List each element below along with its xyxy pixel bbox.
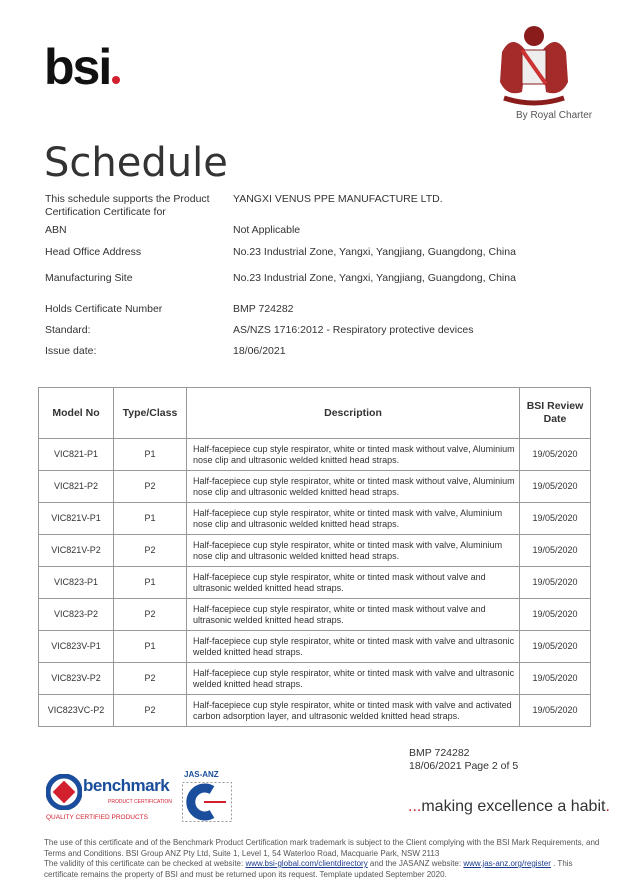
type-cell: P1 xyxy=(114,503,187,535)
table-header-row xyxy=(39,388,591,439)
model-cell: VIC823VC-P2 xyxy=(39,695,114,727)
description-cell: Half-facepiece cup style respirator, white or tinted mask with valve and activated carbon adsorption layer, and ultrasonic welded knitted head straps. xyxy=(187,695,520,727)
type-cell: P1 xyxy=(114,567,187,599)
description-cell: Half-facepiece cup style respirator, white or tinted mask with valve, Aluminium nose clip and ultrasonic welded knitted head straps. xyxy=(187,503,520,535)
description-cell: Half-facepiece cup style respirator, white or tinted mask without valve and ultrasonic welded knitted head straps. xyxy=(187,567,520,599)
field-label: This schedule supports the Product Certification Certificate for xyxy=(45,193,210,218)
model-cell: VIC821-P1 xyxy=(39,439,114,471)
legal-notice xyxy=(44,838,604,880)
table-row xyxy=(39,439,591,471)
review-date-cell: 19/05/2020 xyxy=(520,567,591,599)
review-date-cell: 19/05/2020 xyxy=(520,695,591,727)
legal-validity xyxy=(44,859,604,880)
table-row xyxy=(39,567,591,599)
bsi-logo xyxy=(44,38,120,96)
model-cell: VIC823-P2 xyxy=(39,599,114,631)
field-value: 18/06/2021 xyxy=(233,345,286,357)
review-date-cell: 19/05/2020 xyxy=(520,503,591,535)
jas-anz-logo xyxy=(182,770,232,825)
benchmark-quality: QUALITY CERTIFIED PRODUCTS xyxy=(46,814,148,821)
col-review-date: BSI Review Date xyxy=(520,388,591,439)
description-cell: Half-facepiece cup style respirator, white or tinted mask with valve, Aluminium nose clip and ultrasonic welded knitted head straps. xyxy=(187,535,520,567)
field-value: BMP 724282 xyxy=(233,303,294,315)
legal-text: and the JASANZ website: xyxy=(367,859,464,868)
table-row xyxy=(39,599,591,631)
type-cell: P2 xyxy=(114,695,187,727)
jas-anz-text: JAS-ANZ xyxy=(184,770,219,779)
model-cell: VIC821-P2 xyxy=(39,471,114,503)
model-cell: VIC821V-P1 xyxy=(39,503,114,535)
product-schedule-table xyxy=(38,387,591,727)
field-label: ABN xyxy=(45,224,67,236)
description-cell: Half-facepiece cup style respirator, white or tinted mask without valve and ultrasonic welded knitted head straps. xyxy=(187,599,520,631)
table-row xyxy=(39,503,591,535)
type-cell: P1 xyxy=(114,439,187,471)
footer-page-info: 18/06/2021 Page 2 of 5 xyxy=(409,760,519,772)
jas-anz-register-link[interactable]: www.jas-anz.org/register xyxy=(463,859,551,868)
benchmark-name: benchmark xyxy=(83,776,170,795)
type-cell: P2 xyxy=(114,599,187,631)
col-type: Type/Class xyxy=(114,388,187,439)
benchmark-emblem-icon xyxy=(46,774,82,810)
review-date-cell: 19/05/2020 xyxy=(520,535,591,567)
logo-text: bsi xyxy=(44,39,111,95)
page-title: Schedule xyxy=(44,140,228,186)
legal-paragraph: The use of this certificate and of the Benchmark Product Certification mark trademark is subject to the Client complying with the BSI Mark Requirements, and Terms and Conditions. BSI Group ANZ Pty Ltd, Suite 1, Level 1, 54 Waterloo Road, Macquarie Park, NSW 2113 xyxy=(44,838,600,858)
footer-reference xyxy=(409,747,518,773)
col-description: Description xyxy=(187,388,520,439)
logo-dot xyxy=(112,76,120,84)
royal-charter-text: By Royal Charter xyxy=(516,110,593,121)
table-row xyxy=(39,663,591,695)
type-cell: P2 xyxy=(114,535,187,567)
table-row xyxy=(39,695,591,727)
field-value: No.23 Industrial Zone, Yangxi, Yangjiang, Guangdong, China xyxy=(233,272,516,284)
type-cell: P2 xyxy=(114,471,187,503)
benchmark-logo xyxy=(46,770,172,825)
type-cell: P1 xyxy=(114,631,187,663)
type-cell: P2 xyxy=(114,663,187,695)
review-date-cell: 19/05/2020 xyxy=(520,631,591,663)
field-value: AS/NZS 1716:2012 - Respiratory protective devices xyxy=(233,324,474,336)
review-date-cell: 19/05/2020 xyxy=(520,599,591,631)
review-date-cell: 19/05/2020 xyxy=(520,663,591,695)
description-cell: Half-facepiece cup style respirator, white or tinted mask without valve, Aluminium nose clip and ultrasonic welded knitted head straps. xyxy=(187,471,520,503)
footer-cert-number: BMP 724282 xyxy=(409,747,470,759)
model-cell: VIC823V-P2 xyxy=(39,663,114,695)
field-value: No.23 Industrial Zone, Yangxi, Yangjiang, Guangdong, China xyxy=(233,246,516,258)
model-cell: VIC821V-P2 xyxy=(39,535,114,567)
field-label: Head Office Address xyxy=(45,246,142,258)
description-cell: Half-facepiece cup style respirator, white or tinted mask with valve and ultrasonic welded knitted head straps. xyxy=(187,631,520,663)
tagline: ...making excellence a habit. xyxy=(408,798,610,815)
bsi-directory-link[interactable]: www.bsi-global.com/clientdirectory xyxy=(245,859,368,868)
field-value: Not Applicable xyxy=(233,224,301,236)
table-row xyxy=(39,535,591,567)
legal-text: The validity of this certificate can be checked at website: xyxy=(44,859,246,868)
model-cell: VIC823V-P1 xyxy=(39,631,114,663)
table-row xyxy=(39,471,591,503)
tagline-text: making excellence a habit xyxy=(421,798,606,815)
col-model: Model No xyxy=(39,388,114,439)
field-label: Manufacturing Site xyxy=(45,272,133,284)
description-cell: Half-facepiece cup style respirator, white or tinted mask without valve, Aluminium nose clip and ultrasonic welded knitted head straps. xyxy=(187,439,520,471)
description-cell: Half-facepiece cup style respirator, white or tinted mask with valve and ultrasonic welded knitted head straps. xyxy=(187,663,520,695)
review-date-cell: 19/05/2020 xyxy=(520,439,591,471)
field-label: Issue date: xyxy=(45,345,97,357)
table-row xyxy=(39,631,591,663)
model-cell: VIC823-P1 xyxy=(39,567,114,599)
royal-crest-icon xyxy=(492,22,576,108)
tagline-dots: ... xyxy=(408,798,422,815)
review-date-cell: 19/05/2020 xyxy=(520,471,591,503)
benchmark-sub: PRODUCT CERTIFICATION xyxy=(108,799,172,805)
field-value: YANGXI VENUS PPE MANUFACTURE LTD. xyxy=(233,193,443,205)
jas-anz-emblem-icon xyxy=(182,782,232,822)
field-label: Standard: xyxy=(45,324,91,336)
legal-text: . This certificate remains the property of BSI and must be returned upon its request. Template updated September 2020. xyxy=(44,859,573,879)
field-label: Holds Certificate Number xyxy=(45,303,163,315)
